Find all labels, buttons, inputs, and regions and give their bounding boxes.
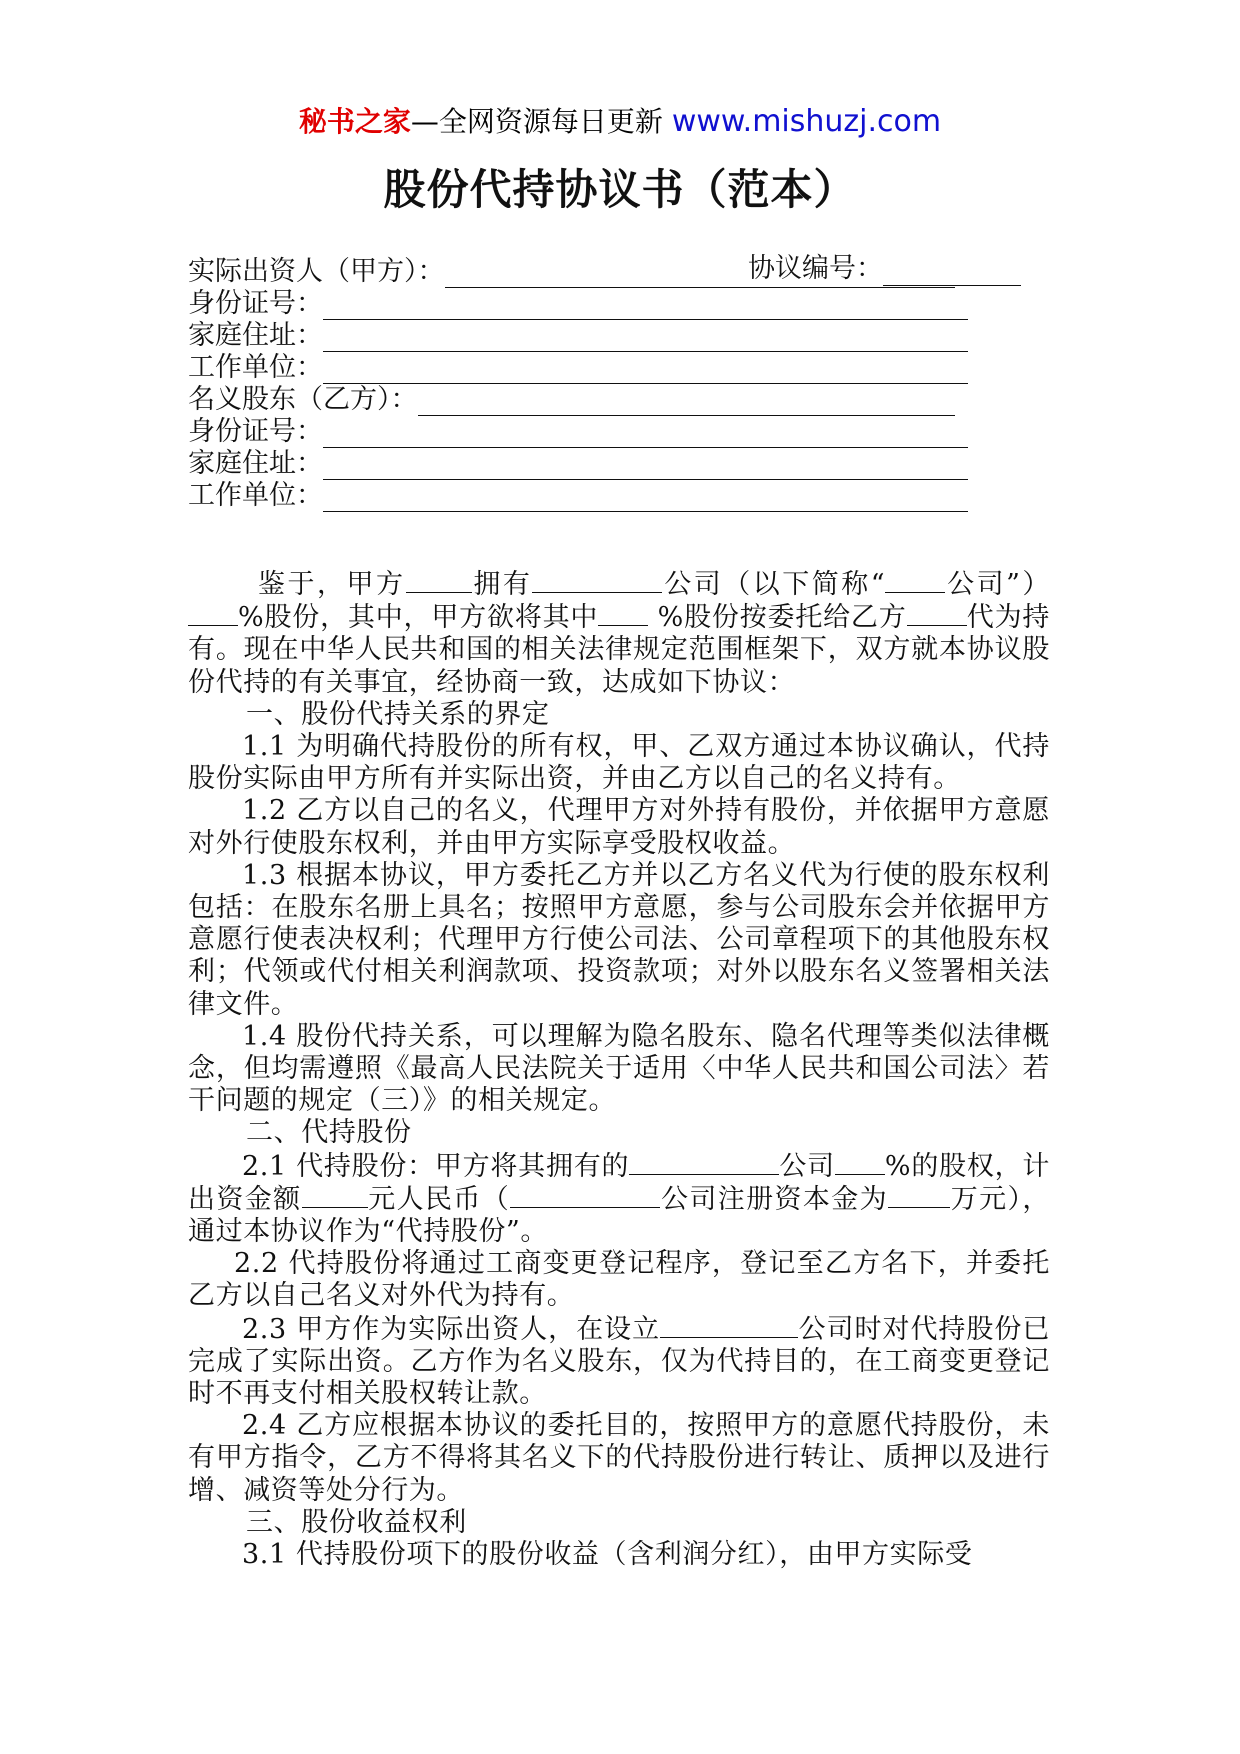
fill-blank[interactable] xyxy=(885,568,945,593)
fill-blank[interactable] xyxy=(629,1150,779,1175)
preamble-paragraph xyxy=(188,568,1050,699)
preamble-text: 鉴于，甲方 xyxy=(258,569,406,600)
fill-blank[interactable] xyxy=(323,357,968,384)
party-row xyxy=(188,320,998,352)
clause-3-1: 3.1 代持股份项下的股份收益（含利润分红），由甲方实际受 xyxy=(242,1539,973,1571)
site-header xyxy=(0,102,1240,142)
clause-2-3 xyxy=(188,1313,1050,1411)
brand-name: 秘书之家 xyxy=(298,105,411,138)
fill-blank[interactable] xyxy=(660,1313,798,1338)
clause-2-4: 2.4 乙方应根据本协议的委托目的，按照甲方的意愿代持股份，未有甲方指令，乙方不得将其名义下的代持股份进行转让、质押以及进行增、减资等处分行为。 xyxy=(188,1410,1050,1506)
fill-blank[interactable] xyxy=(188,601,238,626)
party-row xyxy=(188,352,998,384)
clause-2-1 xyxy=(188,1150,1050,1249)
section-heading: 一、股份代持关系的界定 xyxy=(246,698,550,730)
party-row xyxy=(188,256,998,288)
clause-1-1: 1.1 为明确代持股份的所有权，甲、乙双方通过本协议确认，代持股份实际由甲方所有并实际出资，并由乙方以自己的名义持有。 xyxy=(188,731,1050,795)
agreement-body xyxy=(188,568,1050,1571)
preamble-text: 公司”） xyxy=(945,569,1051,600)
fill-blank[interactable] xyxy=(418,389,955,416)
party-label: 工作单位： xyxy=(188,480,323,511)
fill-blank[interactable] xyxy=(510,1183,660,1208)
party-row xyxy=(188,384,998,416)
clause-2-2: 2.2 代持股份将通过工商变更登记程序，登记至乙方名下，并委托乙方以自己名义对外代为持有。 xyxy=(188,1248,1050,1312)
fill-blank[interactable] xyxy=(323,293,968,320)
fill-blank[interactable] xyxy=(323,485,968,512)
fill-blank[interactable] xyxy=(907,601,967,626)
slogan: —全网资源每日更新 xyxy=(410,105,663,138)
section-heading: 二、代持股份 xyxy=(246,1117,412,1149)
fill-blank[interactable] xyxy=(598,601,648,626)
fill-blank[interactable] xyxy=(888,1183,950,1208)
fill-blank[interactable] xyxy=(406,568,472,593)
party-row xyxy=(188,416,998,448)
fill-blank[interactable] xyxy=(835,1150,885,1175)
clause-text: 公司注册资本金为 xyxy=(660,1183,888,1215)
party-label: 身份证号： xyxy=(188,288,323,319)
party-label: 工作单位： xyxy=(188,352,323,383)
fill-blank[interactable] xyxy=(323,421,968,448)
section-heading: 三、股份收益权利 xyxy=(246,1506,467,1538)
clause-1-4: 1.4 股份代持关系，可以理解为隐名股东、隐名代理等类似法律概念，但均需遵照《最高人民法院关于适用〈中华人民共和国公司法〉若干问题的规定（三）》的相关规定。 xyxy=(188,1020,1050,1117)
fill-blank[interactable] xyxy=(445,261,955,288)
party-label: 名义股东（乙方）： xyxy=(188,384,418,415)
party-label: 家庭住址： xyxy=(188,448,323,479)
party-label: 家庭住址： xyxy=(188,320,323,351)
fill-blank[interactable] xyxy=(532,568,662,593)
clause-text: 公司 xyxy=(779,1150,835,1182)
clause-text: 2.1 代持股份：甲方将其拥有的 xyxy=(242,1150,630,1182)
party-row xyxy=(188,288,998,320)
preamble-text: 公司（以下简称“ xyxy=(662,569,886,600)
party-label: 实际出资人（甲方）： xyxy=(188,256,445,287)
party-row xyxy=(188,480,998,512)
clause-text: 2.3 甲方作为实际出资人，在设立 xyxy=(242,1313,661,1345)
site-url[interactable]: www.mishuzj.com xyxy=(671,104,942,139)
preamble-text: %股份，其中，甲方欲将其中 xyxy=(238,602,599,634)
clause-1-3: 1.3 根据本协议，甲方委托乙方并以乙方名义代为行使的股东权利包括：在股东名册上具名；按照甲方意愿，参与公司股东会并依据甲方意愿行使表决权利；代理甲方行使公司法、公司章程项下的其他股东权利；代领或代付相关利润款项、投资款项；对外以股东名义签署相关法律文件。 xyxy=(188,859,1050,1020)
party-label: 身份证号： xyxy=(188,416,323,447)
preamble-text: 拥有 xyxy=(471,569,533,600)
clause-text: %的股权，计出资金额 xyxy=(188,1150,1050,1215)
party-row xyxy=(188,448,998,480)
fill-blank[interactable] xyxy=(323,453,968,480)
clause-text: 元人民币（ xyxy=(367,1183,511,1215)
agreement-number-label: 协议编号： xyxy=(748,253,883,284)
fill-blank[interactable] xyxy=(302,1183,368,1208)
document-title: 股份代持协议书（范本） xyxy=(383,165,857,214)
preamble-text: 代为持有。现在中华人民共和国的相关法律规定范围框架下，双方就本协议股份代持的有关事宜，经协商一致，达成如下协议： xyxy=(188,602,1050,698)
preamble-text: %股份按委托给乙方 xyxy=(657,602,907,634)
clause-text: 万元），通过本协议作为“代持股份”。 xyxy=(188,1183,1050,1248)
clause-1-2: 1.2 乙方以自己的名义，代理甲方对外持有股份，并依据甲方意愿对外行使股东权利，并由甲方实际享受股权收益。 xyxy=(188,795,1050,859)
clause-text: 公司时对代持股份已完成了实际出资。乙方作为名义股东，仅为代持目的，在工商变更登记时不再支付相关股权转让款。 xyxy=(188,1313,1050,1410)
fill-blank[interactable] xyxy=(323,325,968,352)
